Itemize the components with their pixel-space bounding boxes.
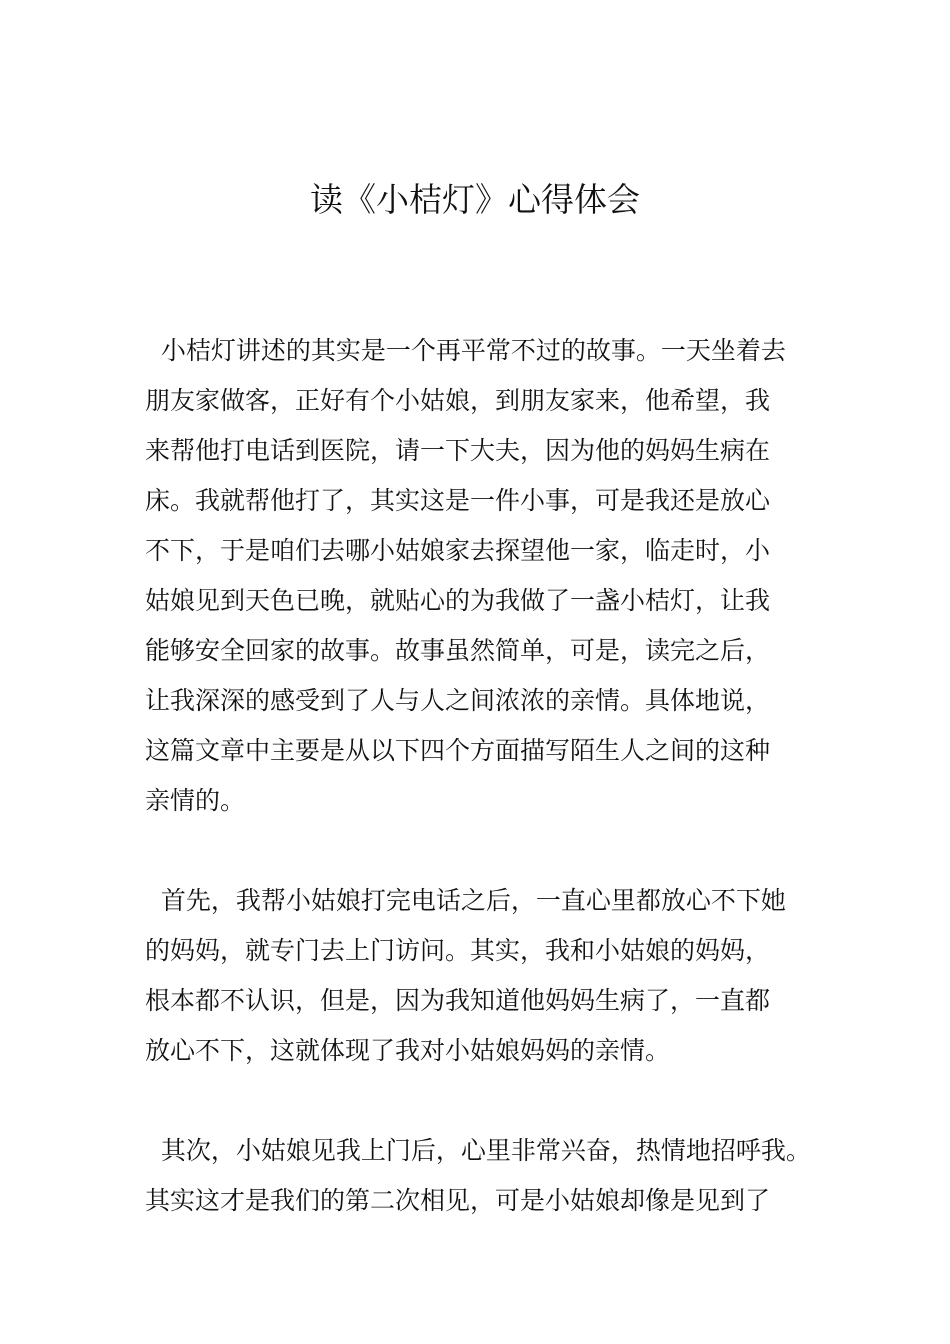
paragraph-1: [145, 326, 835, 826]
text-line: 朋友家做客，正好有个小姑娘，到朋友家来，他希望，我: [145, 386, 771, 415]
paragraph-2: [145, 876, 835, 1076]
text-line: 来帮他打电话到医院，请一下大夫，因为他的妈妈生病在: [145, 436, 771, 465]
text-line: 这篇文章中主要是从以下四个方面描写陌生人之间的这种: [145, 736, 771, 765]
text-line: 小桔灯讲述的其实是一个再平常不过的故事。一天坐着去: [145, 336, 786, 365]
document-body: [145, 326, 835, 1226]
text-line: 姑娘见到天色已晚，就贴心的为我做了一盏小桔灯，让我: [145, 586, 771, 615]
text-line: 根本都不认识，但是，因为我知道他妈妈生病了，一直都: [145, 986, 771, 1015]
text-line: 其次，小姑娘见我上门后，心里非常兴奋，热情地招呼我。: [145, 1136, 811, 1165]
text-line: 首先，我帮小姑娘打完电话之后，一直心里都放心不下她: [145, 886, 786, 915]
text-line: 能够安全回家的故事。故事虽然简单，可是，读完之后，: [145, 636, 771, 665]
text-line: 其实这才是我们的第二次相见，可是小姑娘却像是见到了: [145, 1186, 771, 1215]
paragraph-3: [145, 1126, 835, 1226]
text-line: 放心不下，这就体现了我对小姑娘妈妈的亲情。: [145, 1036, 671, 1065]
document-title: 读《小桔灯》心得体会: [310, 180, 640, 219]
text-line: 的妈妈，就专门去上门访问。其实，我和小姑娘的妈妈，: [145, 936, 771, 965]
paragraph-spacer: [145, 826, 835, 876]
text-line: 不下，于是咱们去哪小姑娘家去探望他一家，临走时，小: [145, 536, 771, 565]
text-line: 床。我就帮他打了，其实这是一件小事，可是我还是放心: [145, 486, 771, 515]
text-line: 让我深深的感受到了人与人之间浓浓的亲情。具体地说，: [145, 686, 771, 715]
paragraph-spacer: [145, 1076, 835, 1126]
text-line: 亲情的。: [145, 786, 246, 815]
